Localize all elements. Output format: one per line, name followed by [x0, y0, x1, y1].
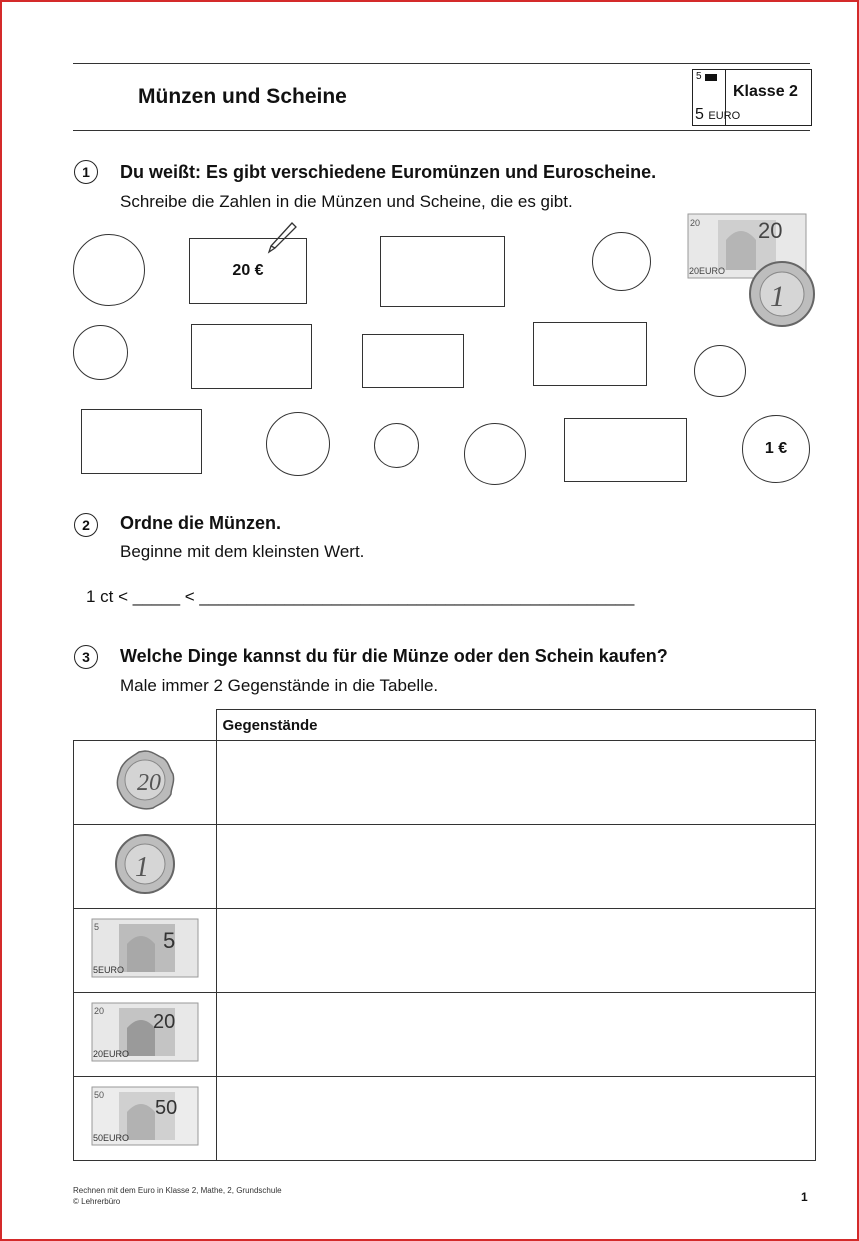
- banknote-50-euro-icon: [91, 1086, 199, 1146]
- coin-blank[interactable]: [464, 423, 526, 485]
- badge-note-icon: 5: [693, 70, 726, 125]
- note-blank[interactable]: [81, 409, 202, 474]
- coin-blank[interactable]: [73, 325, 128, 380]
- grade-badge: [692, 69, 812, 126]
- items-cell[interactable]: [216, 1077, 815, 1161]
- q3-instruction: Male immer 2 Gegenstände in die Tabelle.: [120, 676, 439, 695]
- page-number: 1: [801, 1190, 808, 1204]
- note-blank[interactable]: [191, 324, 312, 389]
- svg-text:20EURO: 20EURO: [689, 266, 726, 276]
- table-row: [74, 825, 816, 909]
- pencil-icon: [265, 220, 297, 256]
- svg-text:50EURO: 50EURO: [92, 1133, 129, 1143]
- svg-text:5: 5: [162, 928, 175, 953]
- svg-text:20: 20: [152, 1011, 175, 1033]
- q1-heading: Du weißt: Es gibt verschiedene Euromünzen und Euroscheine.: [120, 162, 657, 182]
- note-blank[interactable]: [362, 334, 464, 388]
- svg-text:50: 50: [93, 1090, 104, 1100]
- coin-blank[interactable]: [73, 234, 145, 306]
- q2-instruction: Beginne mit dem kleinsten Wert.: [120, 542, 365, 561]
- svg-text:20: 20: [758, 218, 783, 243]
- coin-blank[interactable]: [374, 423, 419, 468]
- banknote-5-euro-icon: [91, 918, 199, 978]
- coin-blank[interactable]: [694, 345, 746, 397]
- svg-text:20: 20: [690, 218, 701, 228]
- table-row: [74, 741, 816, 825]
- euro-note-and-coin-image: [686, 212, 818, 328]
- note-blank[interactable]: [533, 322, 647, 386]
- svg-text:20: 20: [93, 1006, 104, 1016]
- svg-text:50: 50: [154, 1097, 177, 1119]
- table-row: [74, 1077, 816, 1161]
- grade-label: Klasse 2: [733, 83, 798, 100]
- note-example[interactable]: 20 €: [189, 238, 307, 304]
- header-rule-bottom: [73, 130, 810, 131]
- note-blank[interactable]: [380, 236, 505, 307]
- page-title: Münzen und Scheine: [138, 85, 347, 108]
- svg-text:20EURO: 20EURO: [92, 1049, 129, 1059]
- question-number-2: 2: [74, 513, 98, 537]
- purchase-table: [73, 709, 816, 1161]
- svg-text:20: 20: [136, 770, 161, 796]
- items-cell[interactable]: [216, 909, 815, 993]
- header-rule-top: [73, 63, 810, 64]
- items-cell[interactable]: [216, 741, 815, 825]
- q1-instruction: Schreibe die Zahlen in die Münzen und Scheine, die es gibt.: [120, 192, 573, 211]
- table-row: [74, 909, 816, 993]
- note-blank[interactable]: [564, 418, 687, 482]
- svg-text:5: 5: [93, 922, 99, 932]
- column-header-items: Gegenstände: [216, 710, 815, 741]
- svg-text:5EURO: 5EURO: [92, 965, 124, 975]
- footer-credit: Rechnen mit dem Euro in Klasse 2, Mathe, 2, Grundschule © Lehrerbüro: [73, 1186, 282, 1206]
- q3-heading: Welche Dinge kannst du für die Münze oder den Schein kaufen?: [120, 646, 668, 666]
- coin-blank[interactable]: [266, 412, 330, 476]
- coin-blank[interactable]: [592, 232, 651, 291]
- items-cell[interactable]: [216, 825, 815, 909]
- q2-heading: Ordne die Münzen.: [120, 513, 282, 533]
- order-answer-line[interactable]: 1 ct < _____ < ______________________________________________: [86, 587, 635, 606]
- table-row: [74, 993, 816, 1077]
- coin-20-cent-icon: [113, 748, 177, 812]
- svg-text:1: 1: [134, 852, 149, 883]
- question-number-1: 1: [74, 160, 98, 184]
- question-number-3: 3: [74, 645, 98, 669]
- banknote-20-euro-icon: [91, 1002, 199, 1062]
- svg-text:1: 1: [770, 280, 785, 313]
- badge-euro: 5 EURO: [695, 106, 741, 123]
- coin-1-euro-icon: [113, 832, 177, 896]
- coin-example[interactable]: 1 €: [742, 415, 810, 483]
- items-cell[interactable]: [216, 993, 815, 1077]
